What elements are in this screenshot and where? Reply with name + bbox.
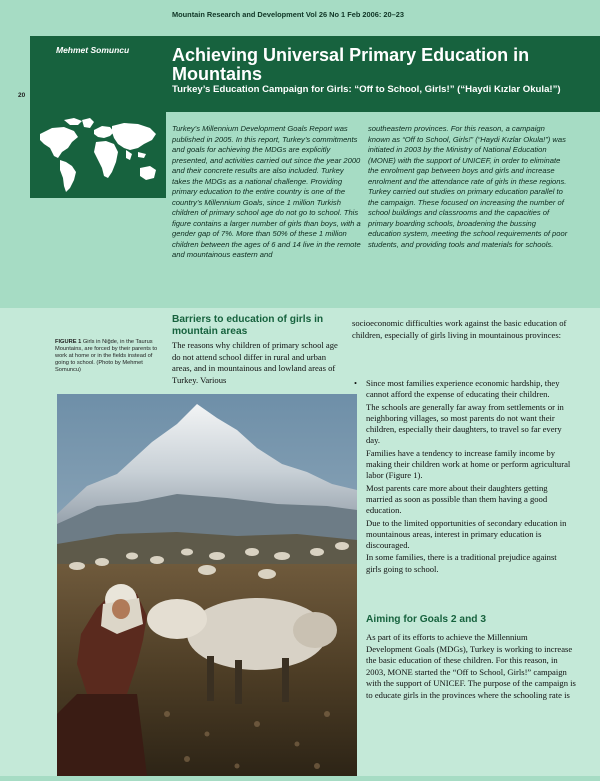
mountain-sheep-photo-illustration	[57, 394, 357, 776]
list-item: • Since most families experience economic hardship, they cannot afford the expense of educating their children.	[352, 378, 572, 401]
list-item: • Families have a tendency to increase family income by making their children work at home or perform agricultural labor (Figure 1).	[352, 448, 572, 482]
figure-caption-text: Girls in Niğde, in the Taurus Mountains, are forced by their parents to work at home or in the fields instead of going to school. (Photo by Mehmet Somuncu)	[55, 339, 158, 373]
section-heading-barriers: Barriers to education of girls in mountain areas	[172, 314, 324, 337]
section-heading-goals: Aiming for Goals 2 and 3	[366, 614, 487, 625]
figure-1-photo	[57, 394, 357, 776]
list-item: • The schools are generally far away from settlements or in neighboring villages, so most parents do not want their children, especially their daughters, to travel so far every day.	[352, 402, 572, 447]
section-goals-body: As part of its efforts to achieve the Millennium Development Goals (MDGs), Turkey is working to increase the basic education of these children. For this reason, in 2003, MONE started the “Off to School, Girls!” campaign with the support of UNICEF. The purpose of the campaign is to educate girls in the provinces where the schooling rate is	[366, 632, 576, 700]
barriers-list	[352, 378, 572, 576]
article-subtitle: Turkey’s Education Campaign for Girls: “Off to School, Girls!” (“Haydi Kızlar Okula!”)	[172, 84, 561, 95]
list-item: • In some families, there is a traditional prejudice against girls going to school.	[352, 552, 572, 575]
page-number: 20	[18, 92, 26, 99]
abstract-column-1: Turkey’s Millennium Development Goals Report was published in 2005. In this report, Turkey’s commitments and goals for achieving the MDGs are explicitly presented, and activities carried out since the year 2000 and their concrete results are also included. Turkey takes the MDGs as a national challenge. Providing primary education to the entire country is one of the country’s Millennium Goals, since 1 million Turkish children of primary school age do not go to school. This figure contains a larger number of girls than boys, with a gender gap of 7%. More than 50% of these 1 million children between the ages of 6 and 14 live in the remote and mountainous eastern and	[172, 124, 361, 259]
article-title: Achieving Universal Primary Education in Mountains	[172, 45, 530, 84]
journal-header: Mountain Research and Development Vol 26 No 1 Feb 2006: 20–23	[172, 10, 404, 19]
list-item: • Most parents care more about their daughters getting married as soon as possible than them having a good education.	[352, 483, 572, 517]
author-name: Mehmet Somuncu	[56, 45, 130, 55]
figure-caption	[55, 339, 160, 374]
abstract-column-2: southeastern provinces. For this reason, a campaign known as “Off to School, Girls!” (“Haydi Kızlar Okula!”) was initiated in 2003 by the Ministry of National Education (MONE) with the support of UNICEF, in order to eliminate the enrolment gap between boys and girls and increase enrolment and the attendance rate of girls in these regions. Turkey carried out studies on primary education parallel to the campaign. These focused on increasing the number of school buildings and classrooms and the capacities of primary boarding schools, broadening the bussing education system, meeting the school requirements of poor students, and providing tools and materials for schools.	[368, 124, 568, 249]
list-item: • Due to the limited opportunities of secondary education in mountainous areas, interest in primary education is discouraged.	[352, 518, 572, 552]
figure-caption-label: FIGURE 1	[55, 339, 82, 345]
section-barriers-intro: The reasons why children of primary school age do not attend school differ in rural and urban areas, and in mountainous and lowland areas of Turkey. Various	[172, 340, 338, 385]
section-barriers-continued: socioeconomic difficulties work against the basic education of children, especially of girls living in mountainous provinces:	[352, 318, 567, 340]
world-map-graphic	[30, 112, 166, 198]
world-map-icon	[30, 112, 166, 198]
